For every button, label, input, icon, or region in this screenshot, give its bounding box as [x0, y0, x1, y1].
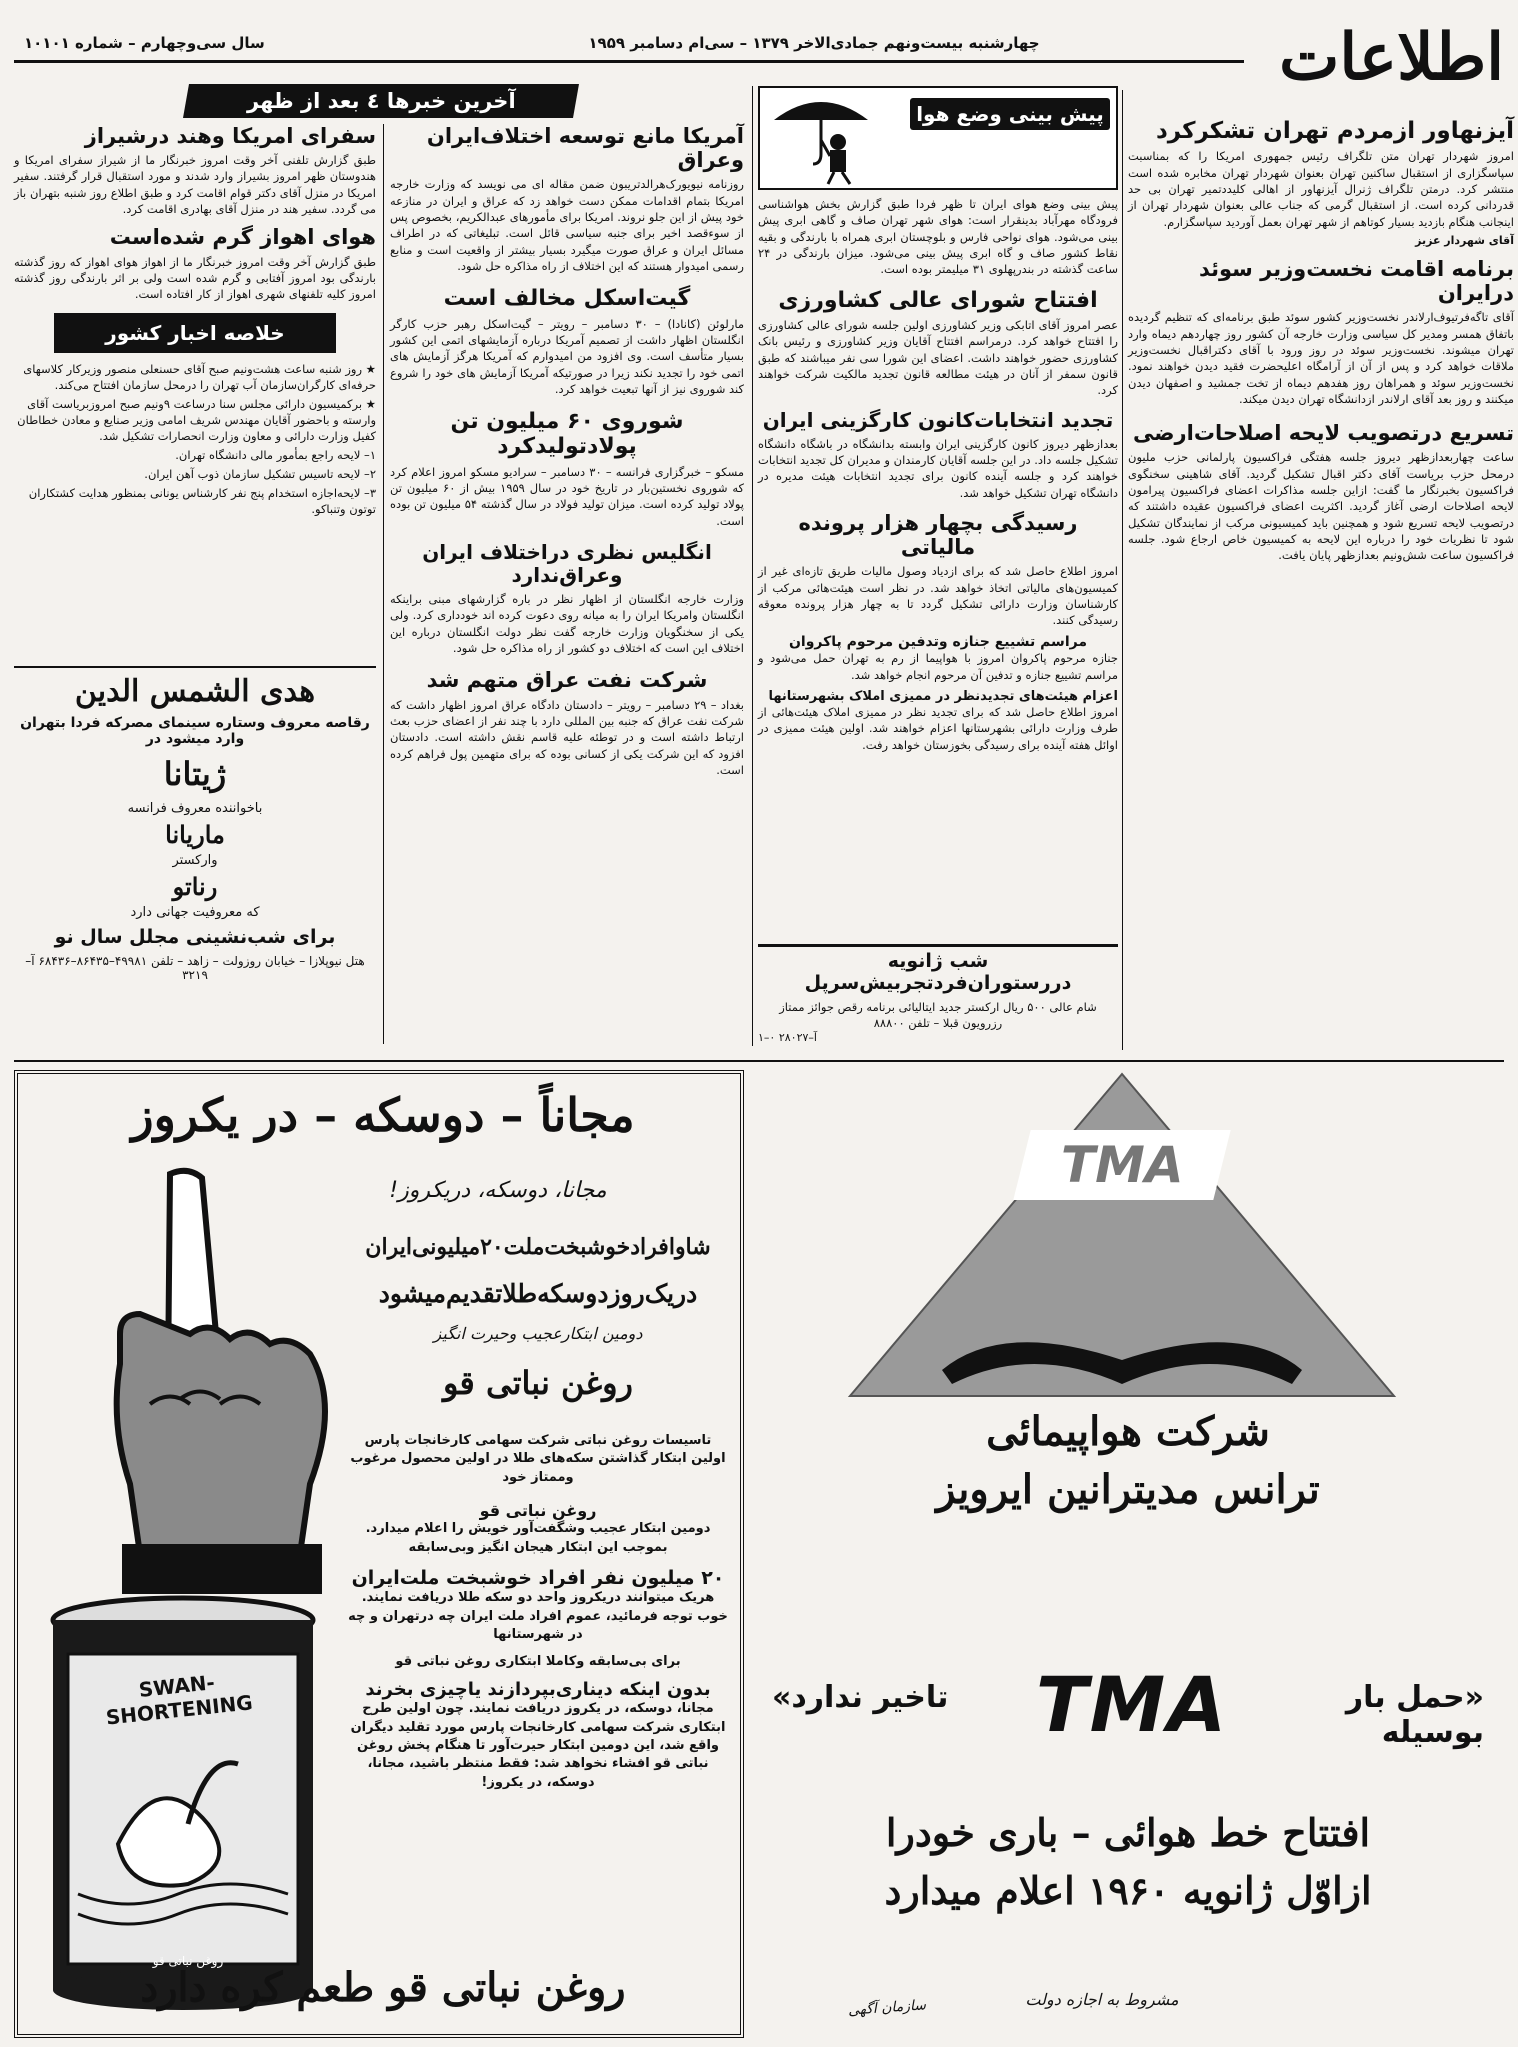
story-britain-body: وزارت خارجه انگلستان از اظهار نظر در باره گزارشهای مبنی براینکه انگلستان وامریکا ایران را به میانه روی دعوت کرده اند خودداری کرد. ولی یکی از سخنگویان وزارت خارجه گفت نظر دولت انگلستان درباره این اختلاف این است که اختلاف دو کشور از راه مذاکره حل شود. [390, 592, 744, 656]
story-eisenhower-body: امروز شهردار تهران متن تلگراف رئیس جمهوری امریکا را که بمناسبت سپاسگزاری از استقبال ساکنین تهران بعنوان شهردار تهران مخابره شده است منتشر کرد. درمتن تلگراف ژنرال آیزنهاور از اهالی کلیددتمیر تهران بی حد قدردانی کرده است. از استقبال گرمی که جناب عالی بعنوان شهردار تهران از اینجانب هنگام بازدید بسیار کوتاهم از شهر تهران بعمل آوردید سپاسگزارم. [1128, 149, 1514, 229]
latest-news-banner-label: آخرین خبرها ٤ بعد از ظهر [246, 89, 516, 113]
story-survey-body: امروز اطلاع حاصل شد که برای تجدید نظر در ممیزی املاک هیئت‌هائی از طرف وزارت دارائی بشهرستانها اعزام خواهند شد. اولین هیئت ممیزی در اوائل هفته آینده برای رسیدگی بخوزستان خواهد رفت. [758, 705, 1118, 752]
story-land-reform-title: تسریع درتصویب لایحه اصلاحات‌ارضی [1133, 421, 1514, 446]
story-pakravan-body: جنازه مرحوم پاکروان امروز با هواپیما از رم به تهران حمل می‌شود و مراسم تشییع جنازه و تدفین آن مرحوم انجام خواهد شد. [758, 651, 1118, 682]
hoda-ad-line5: برای شب‌نشینی مجلل سال نو [54, 926, 336, 948]
hoda-ad-line2: باخواننده معروف فرانسه [127, 801, 263, 816]
restaurant-ad-title: شب ژانویه دررستوران‌فردتجربیش‌سرپل [804, 950, 1072, 994]
swan-ad-p1: تاسیسات روغن نباتی شرکت سهامی کارخانجات پارس اولین ابتکار گذاشتن سکه‌های طلا در اولین محصول مرغوب وممتاز خود [350, 1433, 726, 1485]
swan-ad-p4: برای بی‌سابقه وکاملا ابتکاری روغن نباتی قو [395, 1653, 681, 1669]
swan-ad-sub3: بدون اینکه دیناری‌بپردازند یاچیزی بخرند [365, 1679, 711, 1701]
swan-ad-p2: دومین ابتکار عجیب وشگفت‌آور خویش را اعلام میدارد. بموجب این ابتکار هیجان انگیز وبی‌سابقه [365, 1521, 711, 1555]
summary-list [14, 361, 376, 518]
story-ahvaz-body: طبق گزارش آخر وقت امروز خبرنگار ما از اهواز هوای اهواز که روز گذشته بارندگی بود امروز آفتابی و گرم شده است ولی بر اثر بارندگی روز گذشته امروز کلیه تلفنهای شهری اهواز از کار افتاده است. [14, 254, 376, 302]
story-ambassadors-body: طبق گزارش تلفنی آخر وقت امروز خبرنگار ما از شیراز سفرای امریکا و هندوستان ظهر امروز بشیراز وارد شدند و مورد استقبال قرار گرفتند. سفیر امریکا در منزل آقای دکتر قوام اقامت کرد و طبق اطلاع روز شنبه بتهران باز می گردد. سفیر هند در منزل آقای بهادری اقامت کرد. [14, 153, 376, 217]
story-gaitskell-body: مارلوئن (کانادا) – ۳۰ دسامبر – رویتر – گیت‌اسکل رهبر حزب کارگر انگلستان اظهار داشت از تصمیم آمریکا درباره آزمایشهای اتمی این کشور بسیار متأسف است. وی افزود من امیدوارم که آمریکا هرگز آزمایش های اتمی خود را تجدید نکند زیرا در صورتیکه آمریکا آزمایش های خود را شروع کند شوروی نیز از آنها تبعیت خواهد کرد. [390, 316, 744, 396]
tma-permit: مشروط به اجازه دولت [1025, 1990, 1179, 2009]
story-sweden-pm-body: آقای تاگه‌فرتیوف‌ارلاندر نخست‌وزیر کشور سوئد طبق برنامه‌ای که تنظیم گردیده باتفاق همسر ومدیر کل سیاسی وزارت خارجه آن کشور روز چهاردهم دیماه وارد تهران میشوند. نخست‌وزیر سوئد در روز ورود با آقای دکتراقبال نخست‌وزیر ملاقات خواهد کرد و پس از آن از آرامگاه اعلیحضرت فقید دیدن خواهند نمود. نخست‌وزیر سوئد و همراهان روز هفدهم دیماه از تخت جمشید و اصفهان دیدن میکنند و روز بعد آقای ارلاندر ازدانشگاه تهران دیدن میکند. [1128, 310, 1514, 406]
story-ambassadors-title: سفرای امریکا وهند درشیراز [84, 124, 376, 148]
dateline-center: چهارشنبه بیست‌ونهم جمادی‌الاخر ۱۳۷۹ – سی‌ام دسامبر ۱۹۵۹ [588, 34, 1040, 52]
column-rule-center [752, 86, 753, 1046]
newspaper-title: اطلاعات [1279, 20, 1504, 95]
tma-signature: سازمان آگهی [847, 1997, 927, 2019]
section-rule [14, 1060, 1504, 1062]
tma-tagline-left: تاخیر ندارد» [772, 1680, 949, 1715]
story-eisenhower-sign: آقای شهردار عزیز [1415, 234, 1514, 248]
shortening-can-icon [38, 1594, 328, 2014]
center-column [758, 86, 1118, 1066]
restaurant-ad-body: شام عالی ۵۰۰ ریال ارکستر جدید ایتالیائی برنامه رقص جوائز ممتاز رزرویون قبلا – تلفن ۸۸۸۰۰ [779, 999, 1097, 1031]
swan-ad-lead1: شاوافرادخوشبخت‌ملت۲۰میلیونی‌ایران [365, 1234, 711, 1260]
hoda-ad-program3: رناتو [172, 872, 218, 901]
story-ahvaz-title: هوای اهواز گرم شده‌است [109, 225, 376, 250]
story-tax-body: امروز اطلاع حاصل شد که برای ازدیاد وصول مالیات طریق تازه‌ای غیر از کمیسیون‌های مالیاتی اتخاذ خواهد شد. در نظر است هیئت‌هائی مرکب از کارشناسان وزارت دارائی تشکیل گردد تا به چهار هزار پرونده معوقه رسیدگی کنند. [758, 564, 1118, 628]
masthead-rule [14, 60, 1244, 63]
tma-company-line1: شرکت هواپیمائی [986, 1408, 1270, 1455]
tma-opening-line2: ازاوّل ژانویه ۱۹۶۰ اعلام میدارد [884, 1868, 1372, 1913]
can-small-label: روغن نباتی قو [152, 1954, 224, 1968]
swan-ad-footer: روغن نباتی قو طعم کره دارد [140, 1964, 626, 2011]
story-britain-title: انگلیس نظری دراختلاف ایران وعراق‌ندارد [422, 540, 712, 588]
story-iraq-oil-title: شرکت نفت عراق متهم شد [426, 668, 708, 693]
story-soviet-steel-body: مسکو – خبرگزاری فرانسه – ۳۰ دسامبر – سرادیو مسکو امروز اعلام کرد که شوروی نخستین‌بار در تاریخ خود در سال ۱۹۵۹ بیش از ۶۰ میلیون تن پولاد تولید کرده است. میزان تولید فولاد در سال گذشته ۵۴ میلیون تن بوده است. [390, 464, 744, 528]
tma-ad [752, 1070, 1504, 2038]
list-item: ★ روز شنبه ساعت هشت‌ونیم صبح آقای حسنعلی منصور وزیرکار کلاسهای حرفه‌ای کارگران‌سازمان آب تهران را درمحل سازمان افتتاح می‌کند. [23, 361, 376, 392]
story-pakravan-title: مراسم تشییع جنازه وتدفین مرحوم پاکروان [788, 634, 1088, 651]
story-tax-title: رسیدگی بچهار هزار پرونده مالیاتی [798, 510, 1078, 560]
story-soviet-steel-title: شوروی ۶۰ میلیون تن پولادتولیدکرد [450, 409, 684, 460]
swan-ad-p5: مجانا، دوسکه، در یکروز دریافت نمایند. چون اولین طرح ابتکاری شرکت سهامی کارخانجات پارس مورد تقلید دیگران واقع شد، این دومین ابتکار حیرت‌آور تا هنگام پخش روغن نباتی قو افشاء نخواهد شد: فقط منتظر باشید، مجانا، دوسکه، در یکروز! [350, 1701, 726, 1790]
hoda-ad-line4: که معروفیت جهانی دارد [130, 905, 260, 920]
story-sweden-pm-title: برنامه اقامت نخست‌وزیر سوئد درایران [1199, 257, 1514, 306]
hoda-ad-program2: ماریانا [165, 820, 225, 849]
swan-ad [14, 1070, 744, 2038]
tma-logo-text [1013, 1130, 1230, 1200]
swan-ad-headline: مجاناً – دوسکه – در یکروز [131, 1088, 635, 1142]
can-label: SWAN-SHORTENING [104, 1670, 254, 1730]
masthead [14, 18, 1504, 95]
left-inner-column [390, 124, 744, 1064]
hoda-ad-name: هدی الشمس الدین [74, 674, 316, 709]
swan-ad-sub2: ۲۰ میلیون نفر افراد خوشبخت ملت‌ایران [351, 1567, 725, 1590]
dateline-issue: سال سی‌وچهارم – شماره ۱۰۱۰۱ [24, 34, 265, 52]
tma-logo-label: TMA [1060, 1136, 1184, 1194]
swan-ad-lead2: دریک‌روزدوسکه‌طلا‌تقدیم‌میشود [378, 1279, 698, 1308]
story-agriculture-body: عصر امروز آقای اتابکی وزیر کشاورزی اولین جلسه شورای عالی کشاورزی را افتتاح خواهد کرد. درمراسم افتتاح آقایان وزیر کشاورزی و رئیس بانک کشاورزی حضور خواهند داشت. اعضای این شورا سی نفر میباشند که طبق قانون سمفر از آنان در هیئت مطالعه قانون تجدید مالکیت شرکت خواهند کرد. [758, 317, 1118, 398]
swan-ad-script: مجانا، دوسکه، دریکروز! [389, 1178, 607, 1203]
story-land-reform-body: ساعت چهاربعدازظهر دیروز جلسه هفتگی فراکسیون پارلمانی حزب ملیون درمحل حزب بریاست آقای دکتر اقبال تشکیل گردید. آقای شاهینی سخنگوی فراکسیون بخبرنگار ما گفت: ازاین جلسه مذاکرات اعضای فراکسیون پیرامون لایحه اصلاحات ارضی آغاز گردید. اکثریت اعضای فراکسیون عقیده داشتند که درتصویب لایحه تسریع شود و همچنین باید کمیسیونی مرکب از نمایندگان تشکیل شود تا نظریات خود را درباره این لایحه به کمیسیون خاص ارجاع شود. جلسه فراکسیون ساعت شش‌ونیم بعدازظهر پایان یافت. [1128, 450, 1514, 563]
story-us-iran-iraq-title: آمریکا مانع توسعه اختلاف‌ایران وعراق [426, 124, 744, 173]
swan-ad-copy [348, 1432, 728, 1792]
tma-tagline-logo: TMA [1035, 1660, 1229, 1749]
story-survey-title: اعزام هیئت‌های تجدیدنظر در ممیزی املاک بشهرستانها [768, 689, 1118, 705]
story-iraq-oil-body: بغداد – ۲۹ دسامبر – رویتر – دادستان دادگاه عراق امروز اظهار داشت که شرکت نفت عراق که جنبه بین المللی دارد با چند نفر از اعضای حزب بعث ارتباط داشته است و در توطئه علیه قاسم نقش داشته است. دادستان افزود که این شرکت یکی از کسانی بوده که برای متهمین پول فراهم کرده است. [390, 697, 744, 777]
right-column [1128, 118, 1514, 1058]
hoda-ad-line1: رقاصه معروف وستاره سینمای مصرکه فردا بتهران وارد میشود در [20, 715, 370, 747]
restaurant-ad [758, 944, 1118, 1044]
tma-tagline-right: «حمل بار بوسیله [1345, 1680, 1484, 1750]
story-gaitskell-title: گیت‌اسکل مخالف است [443, 286, 691, 312]
weather-banner: پیش بینی وضع هوا [910, 98, 1110, 130]
column-rule-left [383, 124, 384, 1044]
summary-banner: خلاصه اخبار کشور [54, 313, 336, 353]
story-eisenhower-title: آیزنهاور ازمردم تهران تشکرکرد [1155, 118, 1514, 144]
umbrella-illustration-icon [766, 90, 876, 186]
hoda-ad-address: هتل نیوپلازا – خیابان روزولت – زاهد – تلفن ۴۹۹۸۱–۸۶۴۳۵–۶۸۴۳۶ آ–۳۲۱۹ [25, 954, 365, 982]
tma-triangle-logo-icon [842, 1070, 1402, 1400]
latest-news-banner [183, 84, 579, 118]
hoda-ad-program1: ژیتانا [163, 755, 227, 793]
story-agriculture-title: افتتاح شورای عالی کشاورزی [778, 287, 1098, 313]
list-item: ★ برکمیسیون دارائی مجلس سنا درساعت ۹ونیم صبح امروزبریاست آقای وارسته و باحضور آقایان مهندس شریف امامی وزیر صنایع و معادن خطاطان کفیل وزارت دارائی و معاون وزارت انحصارات تشکیل شد. [17, 396, 376, 443]
story-kanoon-title: تجدید انتخابات‌کانون کارگزینی ایران [762, 407, 1114, 432]
list-item: ۱– لایحه راجع بمأمور مالی دانشگاه تهران. [175, 448, 376, 463]
column-rule-right [1122, 90, 1123, 1050]
swan-ad-sub1: روغن نباتی قو [479, 1501, 597, 1521]
list-item: ۳– لایحه‌اجازه استخدام پنج نفر کارشناس یونانی بمنظور هدایت کشتکاران توتون وتنباکو. [28, 486, 376, 517]
pointing-hand-icon [30, 1164, 350, 1594]
swan-ad-lead3: دومین ابتکارعجیب وحیرت انگیز [433, 1324, 643, 1343]
tma-company-line2: ترانس مدیترانین ایرویز [936, 1466, 1320, 1513]
weather-box [758, 86, 1118, 190]
story-kanoon-body: بعدازظهر دیروز کانون کارگزینی ایران وابسته بدانشگاه در باشگاه دانشگاه تشکیل جلسه داد. در این جلسه آقایان کارمندان و مدیران کل تجدید انتخابات خواهند کرد و جلسه آینده کانون برای تجدید انتخابات هیئت مدیره در دانشگاه تهران تشکیل خواهد شد. [758, 436, 1118, 500]
list-item: ۲– لایحه تاسیس تشکیل سازمان ذوب آهن ایران. [144, 467, 376, 482]
restaurant-ad-code: آ–۲۸۰۲۷ ۰–۱ [758, 1031, 817, 1045]
left-outer-column [14, 124, 376, 664]
swan-ad-p3: هریک میتوانند دریکروز واحد دو سکه طلا دریافت نمایند. خوب توجه فرمائید، عموم افراد ملت ایران چه درتهران و چه در شهرستانها [348, 1590, 728, 1643]
weather-body: پیش بینی وضع هوای ایران تا ظهر فردا طبق گزارش بخش هواشناسی فرودگاه مهرآباد بدینقرار است: هوای شهر تهران صاف و گاهی ابری پیش بینی می‌شود. هوای نواحی فارس و بلوچستان ابری همراه با بارندگی و بقیه نقاط کشور صاف و گاه ابری پیش بینی می‌شود. میزان بارندگی در ۲۴ ساعت گذشته در بندرپهلوی ۳۱ میلیمتر بوده است. [758, 197, 1118, 277]
tma-opening-line1: افتتاح خط هوائی – باری خودرا [885, 1810, 1371, 1855]
swan-ad-product: روغن نباتی قو [443, 1364, 633, 1402]
hoda-ad-line3: وارکستر [172, 853, 218, 868]
hoda-ad [14, 666, 376, 1046]
story-us-iran-iraq-body: روزنامه نیویورک‌هرالدتریبون ضمن مقاله ای می نویسد که وزارت خارجه امریکا بتمام اقدامات ممکن دست خواهد زد که عراق و ایران در منازعه خود پیش از این جلو نروند. امریکا برای مأمورهای عبدالکریم، بخصوص پس از سوءقصد اخیر برای جنبه سیاسی قائل است. تبلیغاتی که در اطراف مسائل ایران و عراق صورت میگیرد بسیار بیشتر از واقعیت است و منابع رسمی امیدوار هستند که این اختلاف از راه مذاکره حل شود. [390, 177, 744, 273]
